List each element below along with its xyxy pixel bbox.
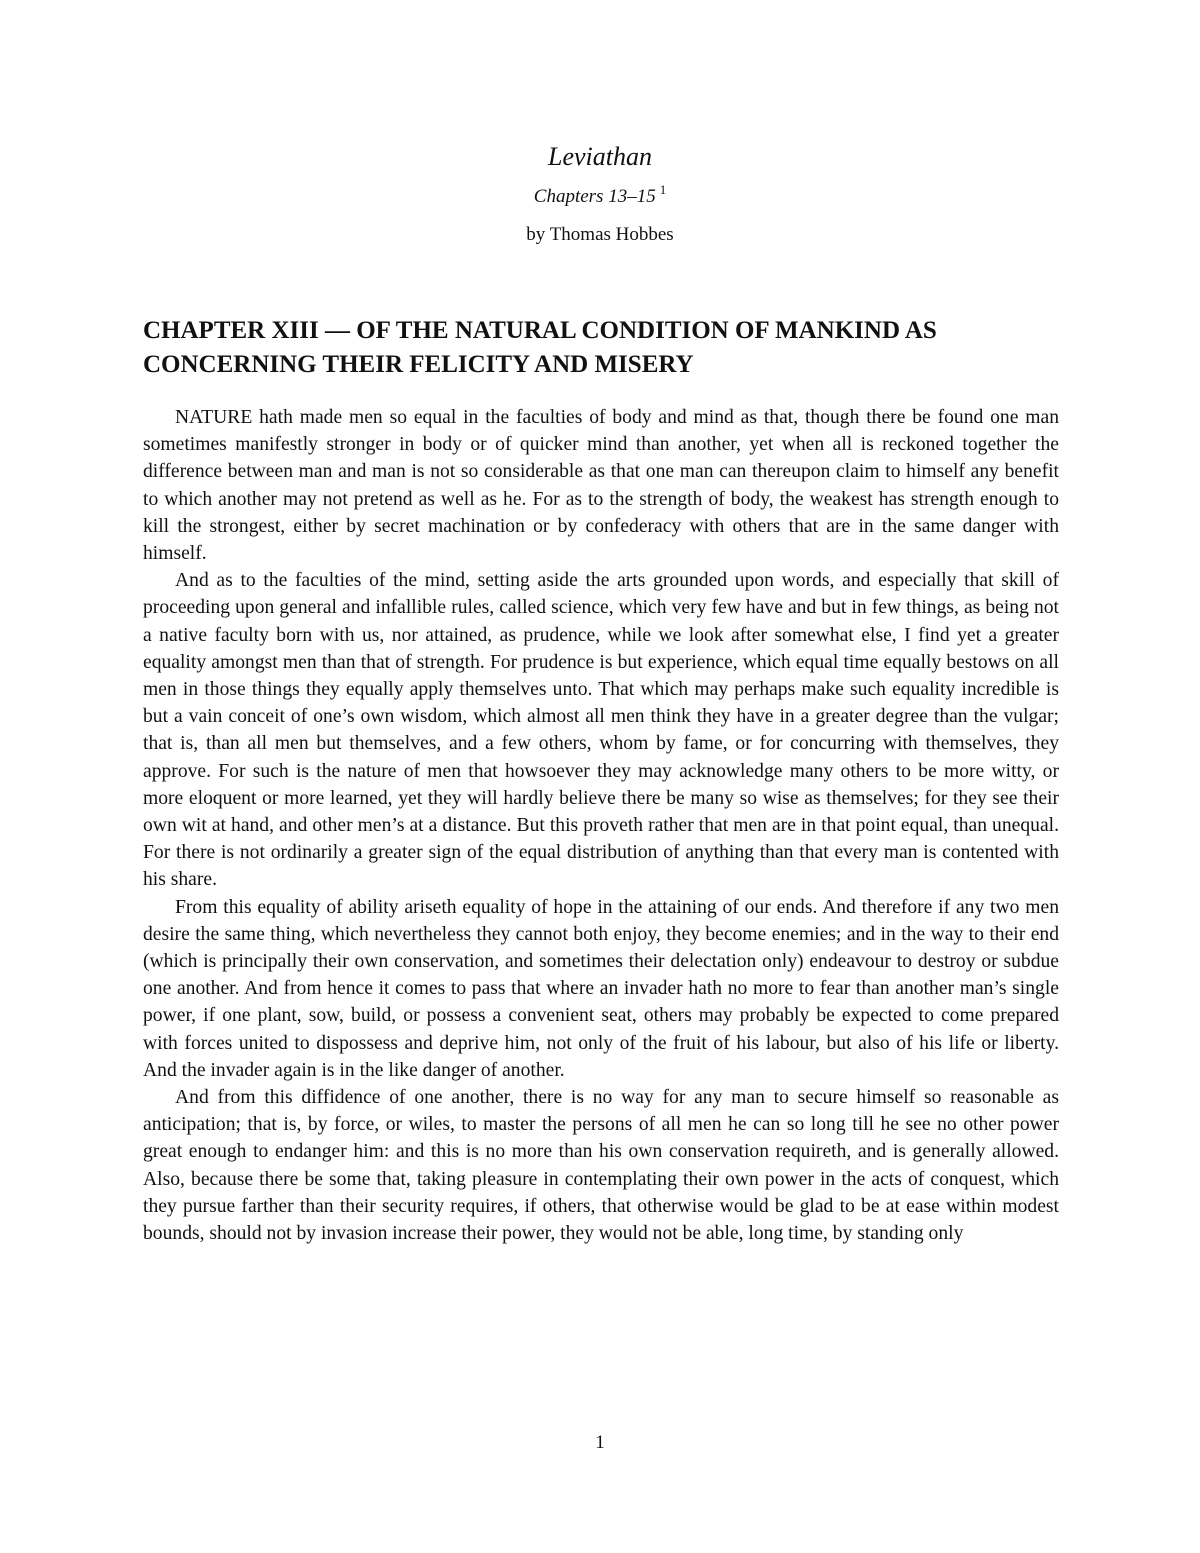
paragraph: And as to the faculties of the mind, setting aside the arts grounded upon words, and especially that skill of proceeding upon general and infallible rules, called science, which very few have and but in few things, as being not a native faculty born with us, nor attained, as prudence, while we look after somewhat else, I find yet a greater equality amongst men than that of strength. For prudence is but experience, which equal time equally bestows on all men in those things they equally apply themselves unto. That which may perhaps make such equality incredible is but a vain conceit of one’s own wisdom, which almost all men think they have in a greater degree than the vulgar; that is, than all men but themselves, and a few others, whom by fame, or for concurring with themselves, they approve. For such is the nature of men that howsoever they may acknowledge many others to be more witty, or more eloquent or more learned, yet they will hardly believe there be many so wise as themselves; for they see their own wit at hand, and other men’s at a distance. But this proveth rather that men are in that point equal, than unequal. For there is not ordinarily a greater sign of the equal distribution of anything than that every man is contented with his share. [143,570,1059,891]
title-block [0,142,1200,247]
footnote-marker[interactable]: 1 [659,182,667,197]
document-author: by Thomas Hobbes [526,224,674,245]
paragraph: NATURE hath made men so equal in the faculties of body and mind as that, though there be found one man sometimes manifestly stronger in body or of quicker mind than another, yet when all is reckoned together the difference between man and man is not so considerable as that one man can thereupon claim to himself any benefit to which another may not pretend as well as he. For as to the strength of body, the weakest has strength enough to kill the strongest, either by secret machination or by confederacy with others that are in the same danger with himself. [143,407,1059,565]
page-number: 1 [595,1432,605,1453]
document-subtitle [0,178,1200,209]
document-title: Leviathan [548,142,652,171]
chapter-heading: CHAPTER XIII — OF THE NATURAL CONDITION OF MANKIND AS CONCERNING THEIR FELICITY AND MISERY [143,317,937,378]
subtitle-text: Chapters 13–15 [533,186,656,207]
body-text [143,404,1059,1247]
paragraph: From this equality of ability ariseth equality of hope in the attaining of our ends. And therefore if any two men desire the same thing, which nevertheless they cannot both enjoy, they become enemies; and in the way to their end (which is principally their own conservation, and sometimes their delectation only) endeavour to destroy or subdue one another. And from hence it comes to pass that where an invader hath no more to fear than another man’s single power, if one plant, sow, build, or possess a convenient seat, others may probably be expected to come prepared with forces united to dispossess and deprive him, not only of the fruit of his labour, but also of his life or liberty. And the invader again is in the like danger of another. [143,896,1059,1081]
paragraph: And from this diffidence of one another, there is no way for any man to secure himself so reasonable as anticipation; that is, by force, or wiles, to master the persons of all men he can so long till he see no other power great enough to endanger him: and this is no more than his own conservation requireth, and is generally allowed. Also, because there be some that, taking pleasure in contemplating their own power in the acts of conquest, which they pursue farther than their security requires, if others, that otherwise would be glad to be at ease within modest bounds, should not by invasion increase their power, they would not be able, long time, by standing only [143,1087,1059,1245]
